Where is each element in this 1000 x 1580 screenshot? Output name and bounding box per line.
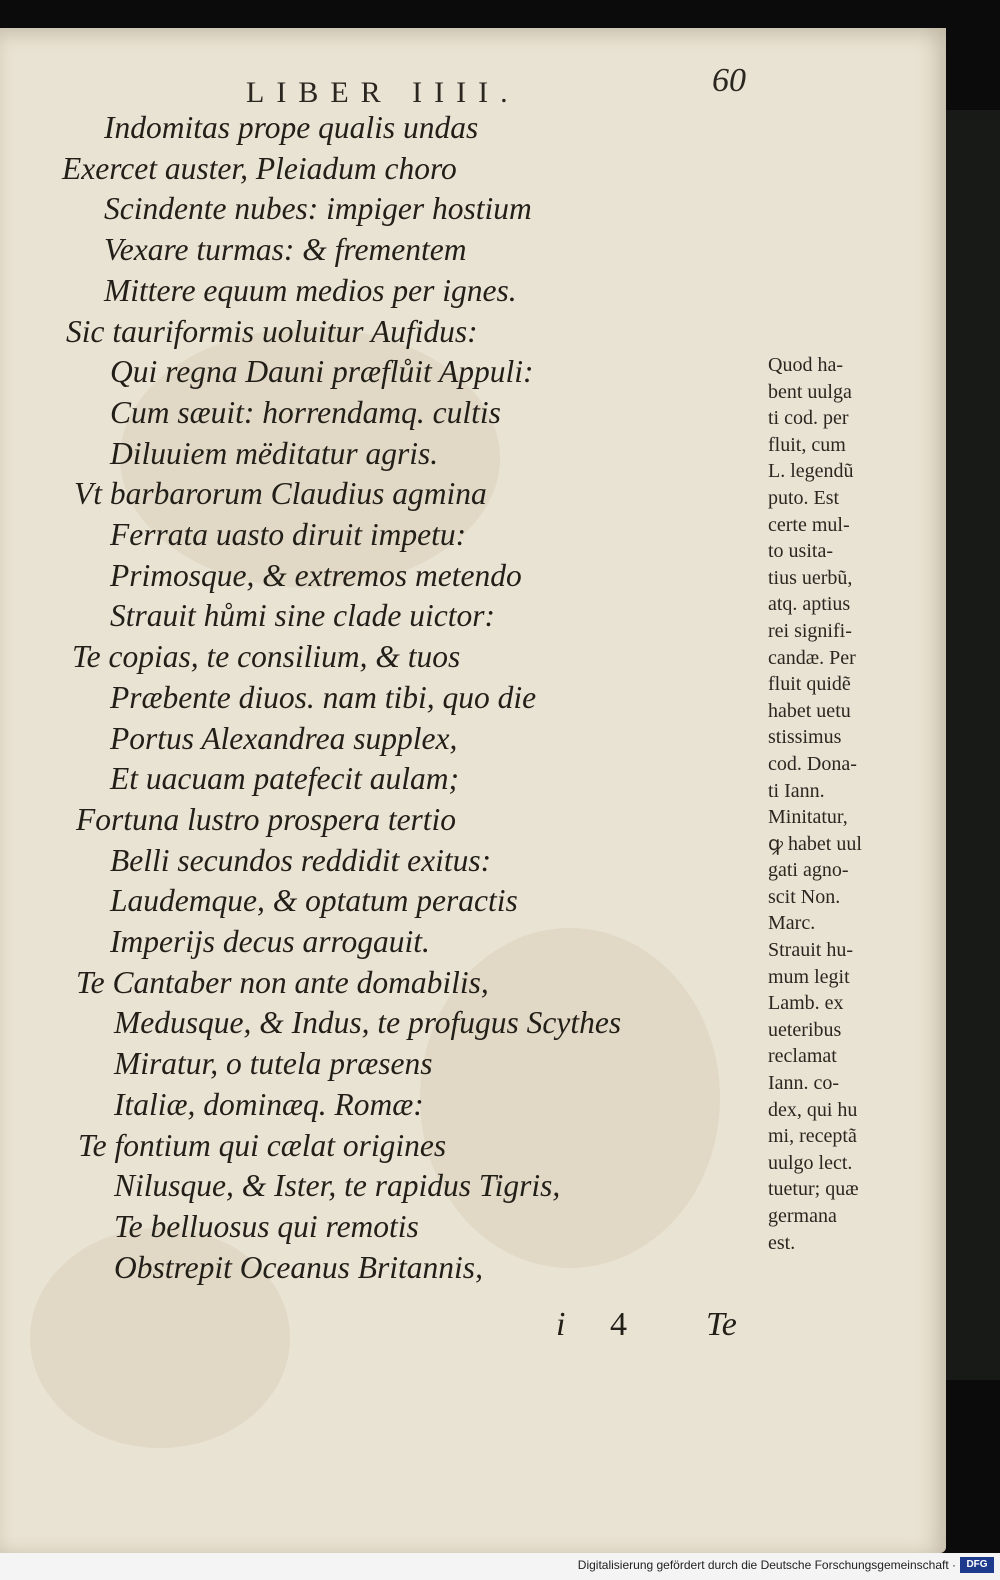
- verse-line: Ferrata uasto diruit impetu:: [110, 517, 467, 552]
- marginal-note-line: scit Non.: [768, 885, 841, 908]
- verse-line: Vexare turmas: & frementem: [104, 232, 467, 268]
- marginal-note-line: cod. Dona-: [768, 752, 857, 775]
- marginal-note-line: to usita-: [768, 540, 833, 563]
- verse-line: Exercet auster, Pleiadum choro: [62, 150, 457, 186]
- marginal-note-line: certe mul-: [768, 513, 850, 536]
- verse-line: Italiæ, dominæq. Romæ:: [114, 1086, 424, 1122]
- marginal-note-line: tius uerbũ,: [768, 566, 853, 589]
- marginal-note-line: germana: [768, 1205, 837, 1227]
- marginal-note-line: est.: [768, 1231, 796, 1254]
- dfg-logo: DFG: [960, 1557, 994, 1573]
- verse-line: Nilusque, & Ister, te rapidus Tigris,: [114, 1168, 561, 1204]
- verse-line: Vt barbarorum Claudius agmina: [74, 476, 487, 512]
- marginal-note-line: fluit quidẽ: [768, 673, 851, 696]
- marginal-note-line: tuetur; quæ: [768, 1178, 859, 1201]
- marginal-note-line: Marc.: [768, 912, 816, 935]
- marginal-note-line: atq. aptius: [768, 593, 851, 616]
- marginal-note-line: gati agno-: [768, 859, 849, 882]
- verse-line: Sic tauriformis uoluitur Aufidus:: [66, 313, 478, 349]
- verse-line: Indomitas prope qualis undas: [104, 110, 479, 145]
- verse-line: Scindente nubes: impiger hostium: [104, 191, 532, 227]
- marginal-note-line: uulgo lect.: [768, 1151, 853, 1174]
- marginal-note: [768, 352, 908, 1256]
- marginal-note-line: Minitatur,: [768, 806, 848, 829]
- underlying-page-edge: [940, 110, 1000, 1380]
- marginal-note-line: Quod ha-: [768, 354, 843, 376]
- marginal-note-line: fluit, cum: [768, 433, 846, 456]
- folio-number: 60: [712, 62, 746, 99]
- verse-line: Cum sæuit: horrendamq. cultis: [110, 394, 501, 430]
- verse-line: Diluuiem mëditatur agris.: [110, 435, 439, 471]
- footer-credit: Digitalisierung gefördert durch die Deutsche Forschungsgemeinschaft ·: [577, 1558, 956, 1572]
- verse-line: Obstrepit Oceanus Britannis,: [114, 1249, 483, 1285]
- running-title: LIBER IIII.: [246, 76, 520, 109]
- verse-line: Mittere equum medios per ignes.: [104, 272, 517, 308]
- catchword: Te: [706, 1306, 737, 1343]
- verse-line: Imperijs decus arrogauit.: [110, 924, 430, 959]
- marginal-note-line: habet uetu: [768, 699, 851, 722]
- digitization-footer: [0, 1553, 1000, 1580]
- marginal-note-line: rei signifi-: [768, 619, 852, 642]
- verse-line: Præbente diuos. nam tibi, quo die: [110, 679, 537, 715]
- verse-line: Et uacuam patefecit aulam;: [110, 761, 460, 797]
- verse-line: Fortuna lustro prospera tertio: [76, 801, 457, 837]
- verse-line: Belli secundos reddidit exitus:: [110, 842, 492, 878]
- signature-mark: i: [556, 1306, 566, 1343]
- marginal-note-line: ꝙ habet uul: [768, 832, 862, 855]
- verse-line: Portus Alexandrea supplex,: [110, 720, 458, 756]
- marginal-note-line: Strauit hu-: [768, 939, 853, 962]
- verse-line: Laudemque, & optatum peractis: [110, 883, 518, 919]
- verse-line: Te fontium qui cælat origines: [78, 1127, 447, 1163]
- marginal-note-line: candæ. Per: [768, 646, 856, 669]
- signature-number: 4: [610, 1306, 627, 1343]
- verse-line: Te copias, te consilium, & tuos: [72, 639, 461, 675]
- marginal-note-line: Iann. co-: [768, 1072, 840, 1095]
- verse-line: Medusque, & Indus, te profugus Scythes: [114, 1005, 622, 1041]
- verse-line: Qui regna Dauni præflůit Appuli:: [110, 354, 534, 390]
- marginal-note-line: puto. Est: [768, 486, 840, 509]
- marginal-note-line: dex, qui hu: [768, 1098, 858, 1121]
- marginal-note-line: reclamat: [768, 1045, 837, 1068]
- marginal-note-line: mum legit: [768, 965, 850, 988]
- marginal-note-line: L. legendũ: [768, 460, 854, 483]
- verse-line: Miratur, o tutela præsens: [114, 1046, 433, 1082]
- marginal-note-line: ti cod. per: [768, 407, 849, 430]
- verse-line: Strauit hůmi sine clade uictor:: [110, 598, 495, 634]
- marginal-note-line: bent uulga: [768, 380, 852, 403]
- verse-line: Te Cantaber non ante domabilis,: [76, 964, 489, 1000]
- marginal-note-line: ueteribus: [768, 1018, 842, 1041]
- marginal-note-line: ti Iann.: [768, 779, 825, 802]
- verse-line: Primosque, & extremos metendo: [110, 557, 522, 593]
- marginal-note-line: mi, receptã: [768, 1125, 857, 1148]
- verse-line: Te belluosus qui remotis: [114, 1208, 419, 1244]
- marginal-note-line: Lamb. ex: [768, 992, 844, 1015]
- marginal-note-line: stissimus: [768, 726, 842, 749]
